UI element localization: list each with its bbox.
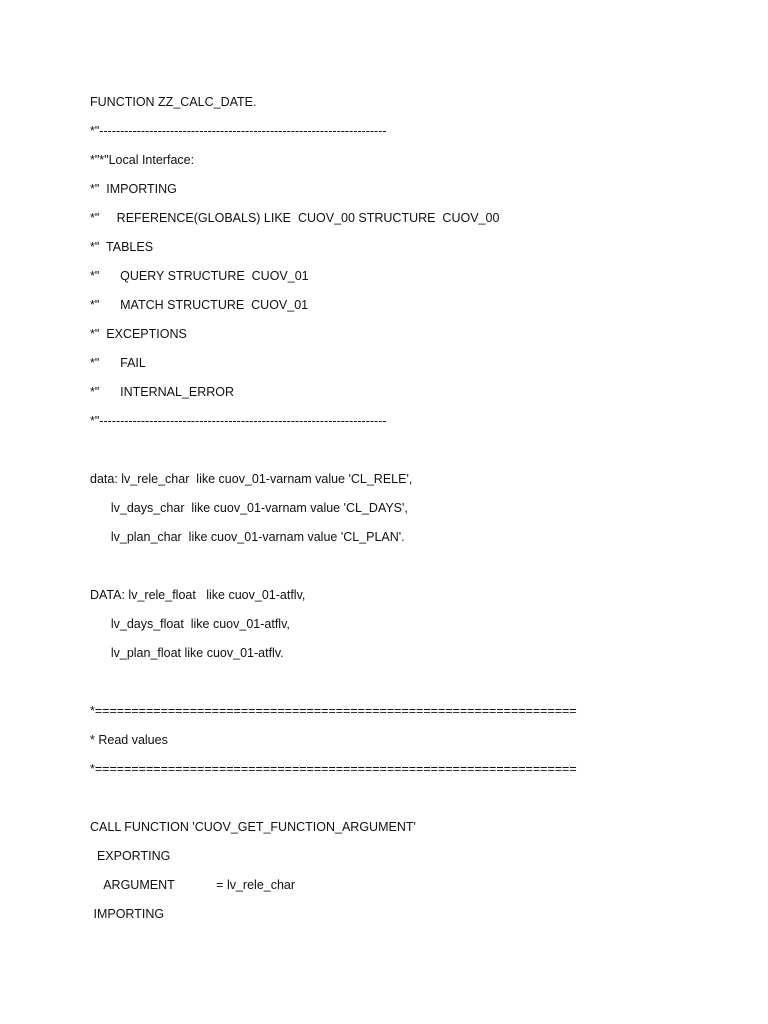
code-line — [90, 558, 730, 587]
code-line: EXPORTING — [90, 849, 171, 863]
code-line: *" FAIL — [90, 356, 146, 370]
code-line: lv_days_char like cuov_01-varnam value 'CL_DAYS', — [90, 501, 408, 515]
abap-code-block — [90, 94, 730, 935]
code-line: CALL FUNCTION 'CUOV_GET_FUNCTION_ARGUMENT' — [90, 820, 416, 834]
code-line: *" QUERY STRUCTURE CUOV_01 — [90, 269, 309, 283]
code-line: ARGUMENT = lv_rele_char — [90, 878, 296, 892]
code-line: *" EXCEPTIONS — [90, 327, 187, 341]
code-line — [90, 790, 730, 819]
code-line: *================================================================== — [90, 704, 577, 718]
code-line: IMPORTING — [90, 907, 165, 921]
code-line: *" INTERNAL_ERROR — [90, 385, 235, 399]
code-line: *"--------------------------------------------------------------------- — [90, 124, 387, 138]
code-line — [90, 442, 730, 471]
code-line — [90, 674, 730, 703]
code-line: *" REFERENCE(GLOBALS) LIKE CUOV_00 STRUCTURE CUOV_00 — [90, 211, 500, 225]
code-line: data: lv_rele_char like cuov_01-varnam value 'CL_RELE', — [90, 472, 413, 486]
code-line: *" MATCH STRUCTURE CUOV_01 — [90, 298, 309, 312]
code-line: *" TABLES — [90, 240, 154, 254]
code-line: DATA: lv_rele_float like cuov_01-atflv, — [90, 588, 306, 602]
code-line: * Read values — [90, 733, 168, 747]
code-line: *" IMPORTING — [90, 182, 177, 196]
code-line: *"*"Local Interface: — [90, 153, 195, 167]
code-line: FUNCTION ZZ_CALC_DATE. — [90, 95, 257, 109]
code-line: lv_days_float like cuov_01-atflv, — [90, 617, 290, 631]
code-line: *"--------------------------------------------------------------------- — [90, 414, 387, 428]
code-line: *================================================================== — [90, 762, 577, 776]
code-line: lv_plan_char like cuov_01-varnam value 'CL_PLAN'. — [90, 530, 405, 544]
code-line: lv_plan_float like cuov_01-atflv. — [90, 646, 284, 660]
